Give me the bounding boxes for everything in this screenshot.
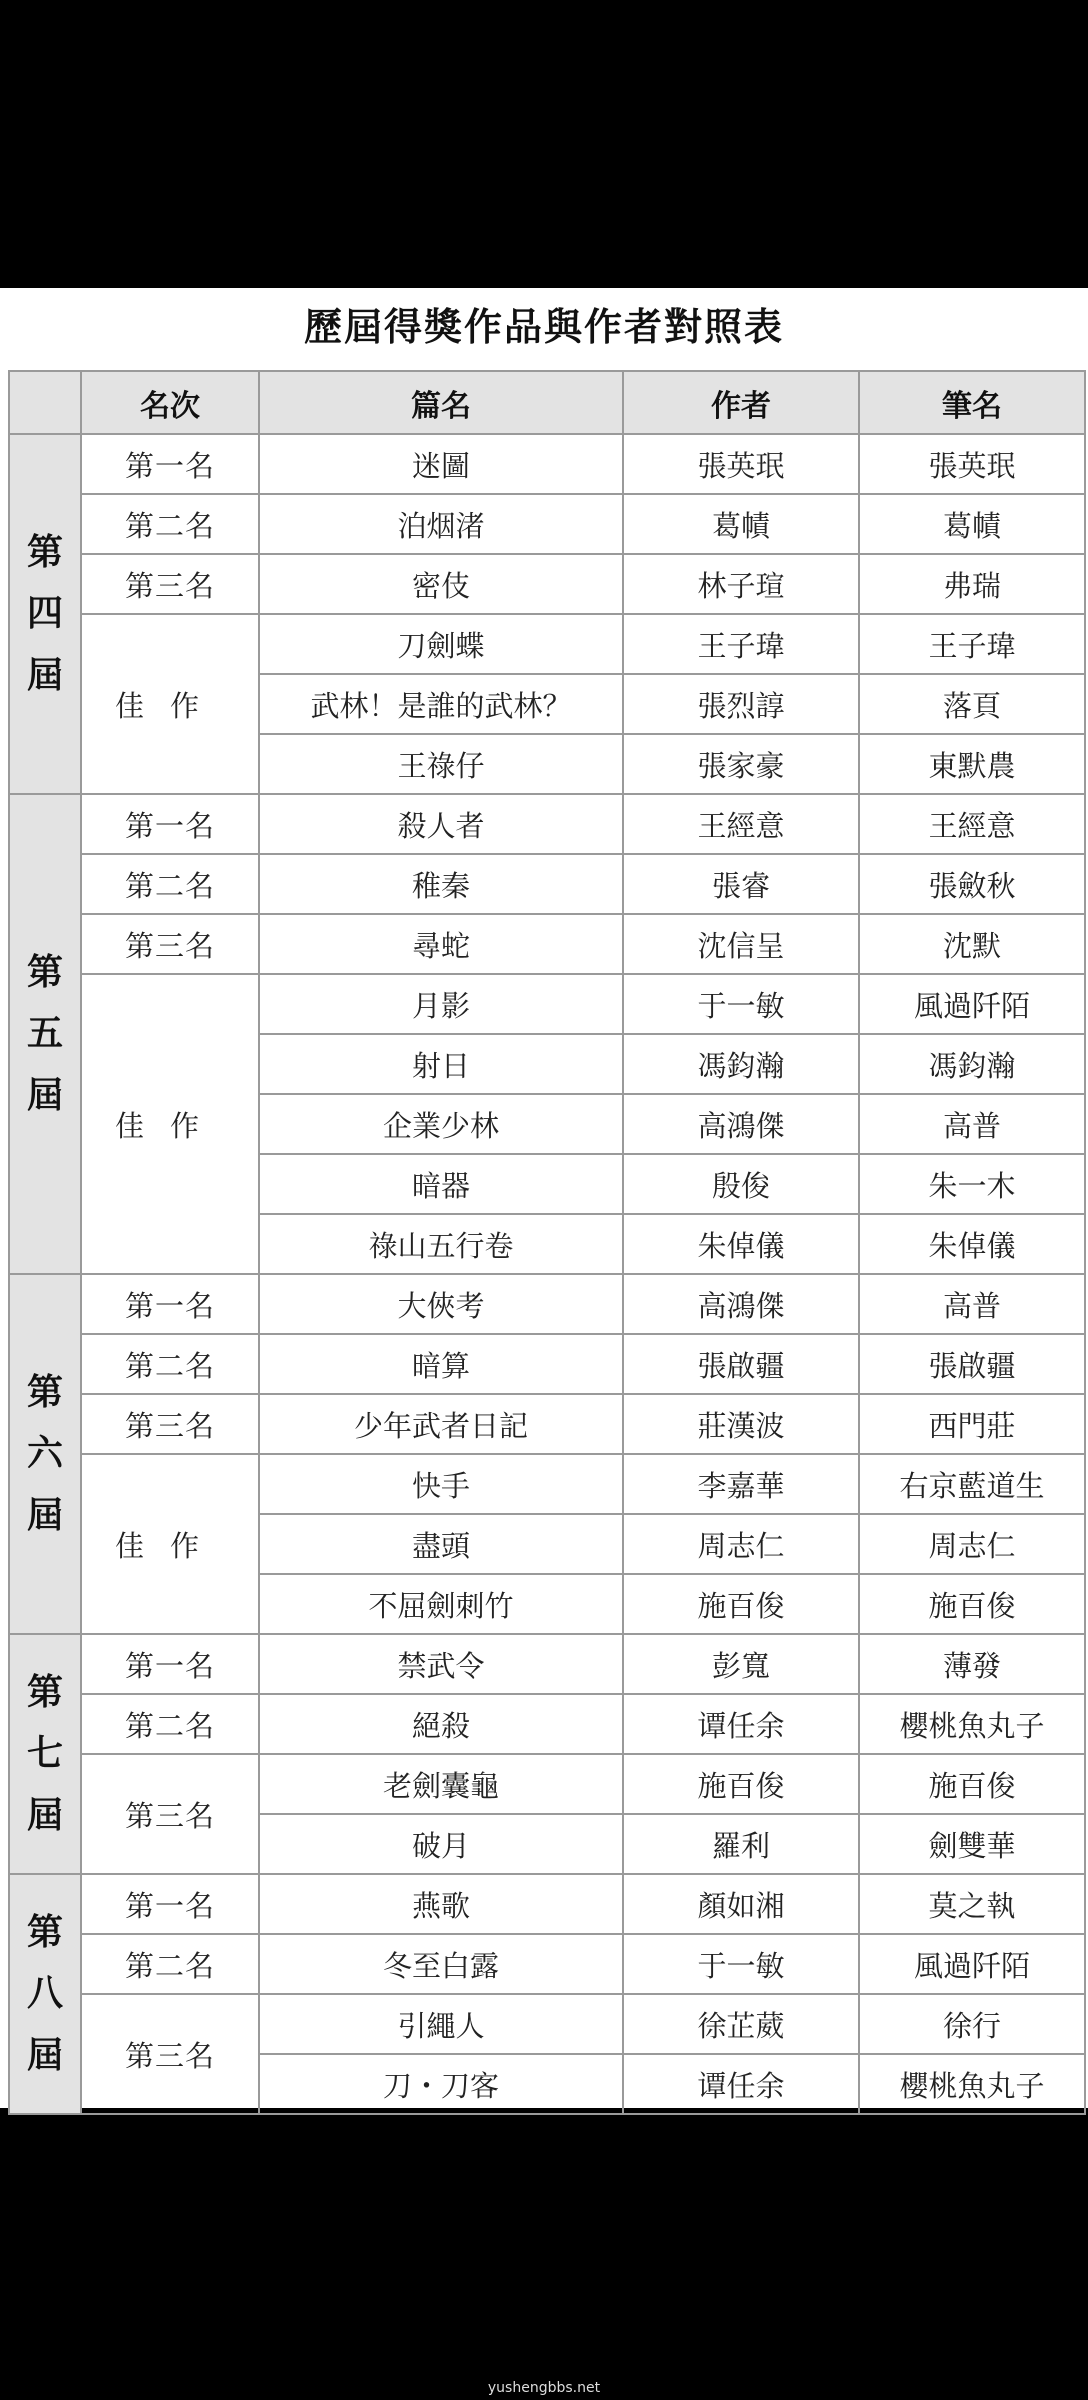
author-cell: 殷俊 — [623, 1154, 859, 1214]
work-cell: 密伎 — [259, 554, 623, 614]
pen-name-cell: 葛幘 — [859, 494, 1085, 554]
pen-name-cell: 薄發 — [859, 1634, 1085, 1694]
work-cell: 老劍囊龜 — [259, 1754, 623, 1814]
rank-cell: 第二名 — [81, 854, 259, 914]
session-label — [9, 1634, 81, 1874]
pen-name-cell: 風過阡陌 — [859, 1934, 1085, 1994]
pen-name-cell: 落頁 — [859, 674, 1085, 734]
work-cell: 暗算 — [259, 1334, 623, 1394]
session-label-char: 五 — [26, 1012, 63, 1055]
author-cell: 張英珉 — [623, 434, 859, 494]
pen-name-cell: 櫻桃魚丸子 — [859, 2054, 1085, 2114]
document-title: 歷屆得獎作品與作者對照表 — [303, 303, 784, 349]
author-cell: 林子瑄 — [623, 554, 859, 614]
session-label-char: 第 — [26, 1371, 63, 1414]
rank-cell: 佳作 — [81, 614, 259, 794]
work-cell: 少年武者日記 — [259, 1394, 623, 1454]
header-work: 篇名 — [259, 371, 623, 434]
session-label-char: 屆 — [26, 2033, 63, 2076]
work-cell: 盡頭 — [259, 1514, 623, 1574]
author-cell: 顏如湘 — [623, 1874, 859, 1934]
pen-name-cell: 施百俊 — [859, 1754, 1085, 1814]
rank-cell: 第三名 — [81, 1994, 259, 2114]
rank-cell: 第二名 — [81, 1334, 259, 1394]
session-label-char: 第 — [26, 1911, 63, 1954]
rank-cell: 第三名 — [81, 1754, 259, 1874]
rank-cell: 佳作 — [81, 1454, 259, 1634]
rank-cell: 第二名 — [81, 494, 259, 554]
work-cell: 尋蛇 — [259, 914, 623, 974]
table-row — [9, 1874, 1085, 1934]
pen-name-cell: 弗瑞 — [859, 554, 1085, 614]
pen-name-cell: 張英珉 — [859, 434, 1085, 494]
table-row — [9, 1394, 1085, 1454]
work-cell: 泊烟渚 — [259, 494, 623, 554]
session-label — [9, 794, 81, 1274]
pen-name-cell: 張啟疆 — [859, 1334, 1085, 1394]
table-row — [9, 494, 1085, 554]
pen-name-cell: 王經意 — [859, 794, 1085, 854]
author-cell: 高鴻傑 — [623, 1094, 859, 1154]
author-cell: 王經意 — [623, 794, 859, 854]
work-cell: 快手 — [259, 1454, 623, 1514]
pen-name-cell: 徐行 — [859, 1994, 1085, 2054]
rank-cell: 第三名 — [81, 914, 259, 974]
table-row — [9, 1934, 1085, 1994]
work-cell: 刀・刀客 — [259, 2054, 623, 2114]
session-label-char: 第 — [26, 1671, 63, 1714]
rank-cell: 第一名 — [81, 1874, 259, 1934]
session-label-char: 八 — [26, 1972, 63, 2015]
session-label-char: 屆 — [26, 1793, 63, 1836]
session-label-char: 第 — [26, 531, 63, 574]
author-cell: 羅利 — [623, 1814, 859, 1874]
table-row — [9, 1454, 1085, 1514]
work-cell: 暗器 — [259, 1154, 623, 1214]
header-session — [9, 371, 81, 434]
work-cell: 武林！是誰的武林？ — [259, 674, 623, 734]
author-cell: 谭任余 — [623, 1694, 859, 1754]
author-cell: 張啟疆 — [623, 1334, 859, 1394]
rank-cell: 第一名 — [81, 434, 259, 494]
pen-name-cell: 西門莊 — [859, 1394, 1085, 1454]
session-label-char: 六 — [26, 1432, 63, 1475]
work-cell: 迷圖 — [259, 434, 623, 494]
work-cell: 引繩人 — [259, 1994, 623, 2054]
work-cell: 禁武令 — [259, 1634, 623, 1694]
author-cell: 于一敏 — [623, 1934, 859, 1994]
work-cell: 殺人者 — [259, 794, 623, 854]
rank-cell: 第一名 — [81, 1634, 259, 1694]
session-label-char: 七 — [26, 1732, 63, 1775]
rank-cell: 第三名 — [81, 1394, 259, 1454]
work-cell: 冬至白露 — [259, 1934, 623, 1994]
work-cell: 月影 — [259, 974, 623, 1034]
work-cell: 稚秦 — [259, 854, 623, 914]
pen-name-cell: 高普 — [859, 1094, 1085, 1154]
rank-cell: 佳作 — [81, 974, 259, 1274]
header-author: 作者 — [623, 371, 859, 434]
session-label — [9, 1874, 81, 2114]
author-cell: 王子瑋 — [623, 614, 859, 674]
header-rank: 名次 — [81, 371, 259, 434]
pen-name-cell: 莫之執 — [859, 1874, 1085, 1934]
table-body — [9, 434, 1085, 2114]
pen-name-cell: 周志仁 — [859, 1514, 1085, 1574]
pen-name-cell: 劍雙華 — [859, 1814, 1085, 1874]
table-row — [9, 1694, 1085, 1754]
site-watermark: yushengbbs.net — [487, 2380, 601, 2396]
session-label-char: 第 — [26, 951, 63, 994]
work-cell: 不屈劍刺竹 — [259, 1574, 623, 1634]
pen-name-cell: 風過阡陌 — [859, 974, 1085, 1034]
author-cell: 李嘉華 — [623, 1454, 859, 1514]
table-row — [9, 1274, 1085, 1334]
author-cell: 朱倬儀 — [623, 1214, 859, 1274]
pen-name-cell: 櫻桃魚丸子 — [859, 1694, 1085, 1754]
author-cell: 葛幘 — [623, 494, 859, 554]
work-cell: 大俠考 — [259, 1274, 623, 1334]
table-row — [9, 914, 1085, 974]
author-cell: 徐芷葳 — [623, 1994, 859, 2054]
author-cell: 彭寬 — [623, 1634, 859, 1694]
table-row — [9, 854, 1085, 914]
author-cell: 張家豪 — [623, 734, 859, 794]
author-cell: 張烈諄 — [623, 674, 859, 734]
table-row — [9, 1334, 1085, 1394]
work-cell: 絕殺 — [259, 1694, 623, 1754]
rank-cell: 第三名 — [81, 554, 259, 614]
pen-name-cell: 張斂秋 — [859, 854, 1085, 914]
rank-cell: 第一名 — [81, 1274, 259, 1334]
awards-table — [8, 370, 1086, 2115]
table-header-row — [9, 371, 1085, 434]
pen-name-cell: 高普 — [859, 1274, 1085, 1334]
session-label-char: 屆 — [26, 1493, 63, 1536]
table-row — [9, 434, 1085, 494]
pen-name-cell: 沈默 — [859, 914, 1085, 974]
pen-name-cell: 施百俊 — [859, 1574, 1085, 1634]
session-label-char: 屆 — [26, 653, 63, 696]
author-cell: 施百俊 — [623, 1574, 859, 1634]
author-cell: 谭任余 — [623, 2054, 859, 2114]
pen-name-cell: 王子瑋 — [859, 614, 1085, 674]
work-cell: 燕歌 — [259, 1874, 623, 1934]
session-label — [9, 434, 81, 794]
pen-name-cell: 馮鈞瀚 — [859, 1034, 1085, 1094]
rank-cell: 第一名 — [81, 794, 259, 854]
work-cell: 射日 — [259, 1034, 623, 1094]
table-row — [9, 614, 1085, 674]
work-cell: 王祿仔 — [259, 734, 623, 794]
header-pen-name: 筆名 — [859, 371, 1085, 434]
table-row — [9, 974, 1085, 1034]
rank-cell: 第二名 — [81, 1934, 259, 1994]
author-cell: 沈信呈 — [623, 914, 859, 974]
work-cell: 刀劍蝶 — [259, 614, 623, 674]
author-cell: 周志仁 — [623, 1514, 859, 1574]
pen-name-cell: 右京藍道生 — [859, 1454, 1085, 1514]
table-row — [9, 1994, 1085, 2054]
author-cell: 馮鈞瀚 — [623, 1034, 859, 1094]
pen-name-cell: 朱一木 — [859, 1154, 1085, 1214]
document-page — [0, 288, 1088, 2108]
table-row — [9, 1754, 1085, 1814]
pen-name-cell: 東默農 — [859, 734, 1085, 794]
table-row — [9, 554, 1085, 614]
work-cell: 企業少林 — [259, 1094, 623, 1154]
rank-cell: 第二名 — [81, 1694, 259, 1754]
session-label — [9, 1274, 81, 1634]
table-row — [9, 794, 1085, 854]
author-cell: 于一敏 — [623, 974, 859, 1034]
pen-name-cell: 朱倬儀 — [859, 1214, 1085, 1274]
session-label-char: 四 — [26, 592, 63, 635]
author-cell: 高鴻傑 — [623, 1274, 859, 1334]
work-cell: 祿山五行卷 — [259, 1214, 623, 1274]
author-cell: 施百俊 — [623, 1754, 859, 1814]
session-label-char: 屆 — [26, 1073, 63, 1116]
author-cell: 莊漢波 — [623, 1394, 859, 1454]
author-cell: 張睿 — [623, 854, 859, 914]
work-cell: 破月 — [259, 1814, 623, 1874]
table-row — [9, 1634, 1085, 1694]
